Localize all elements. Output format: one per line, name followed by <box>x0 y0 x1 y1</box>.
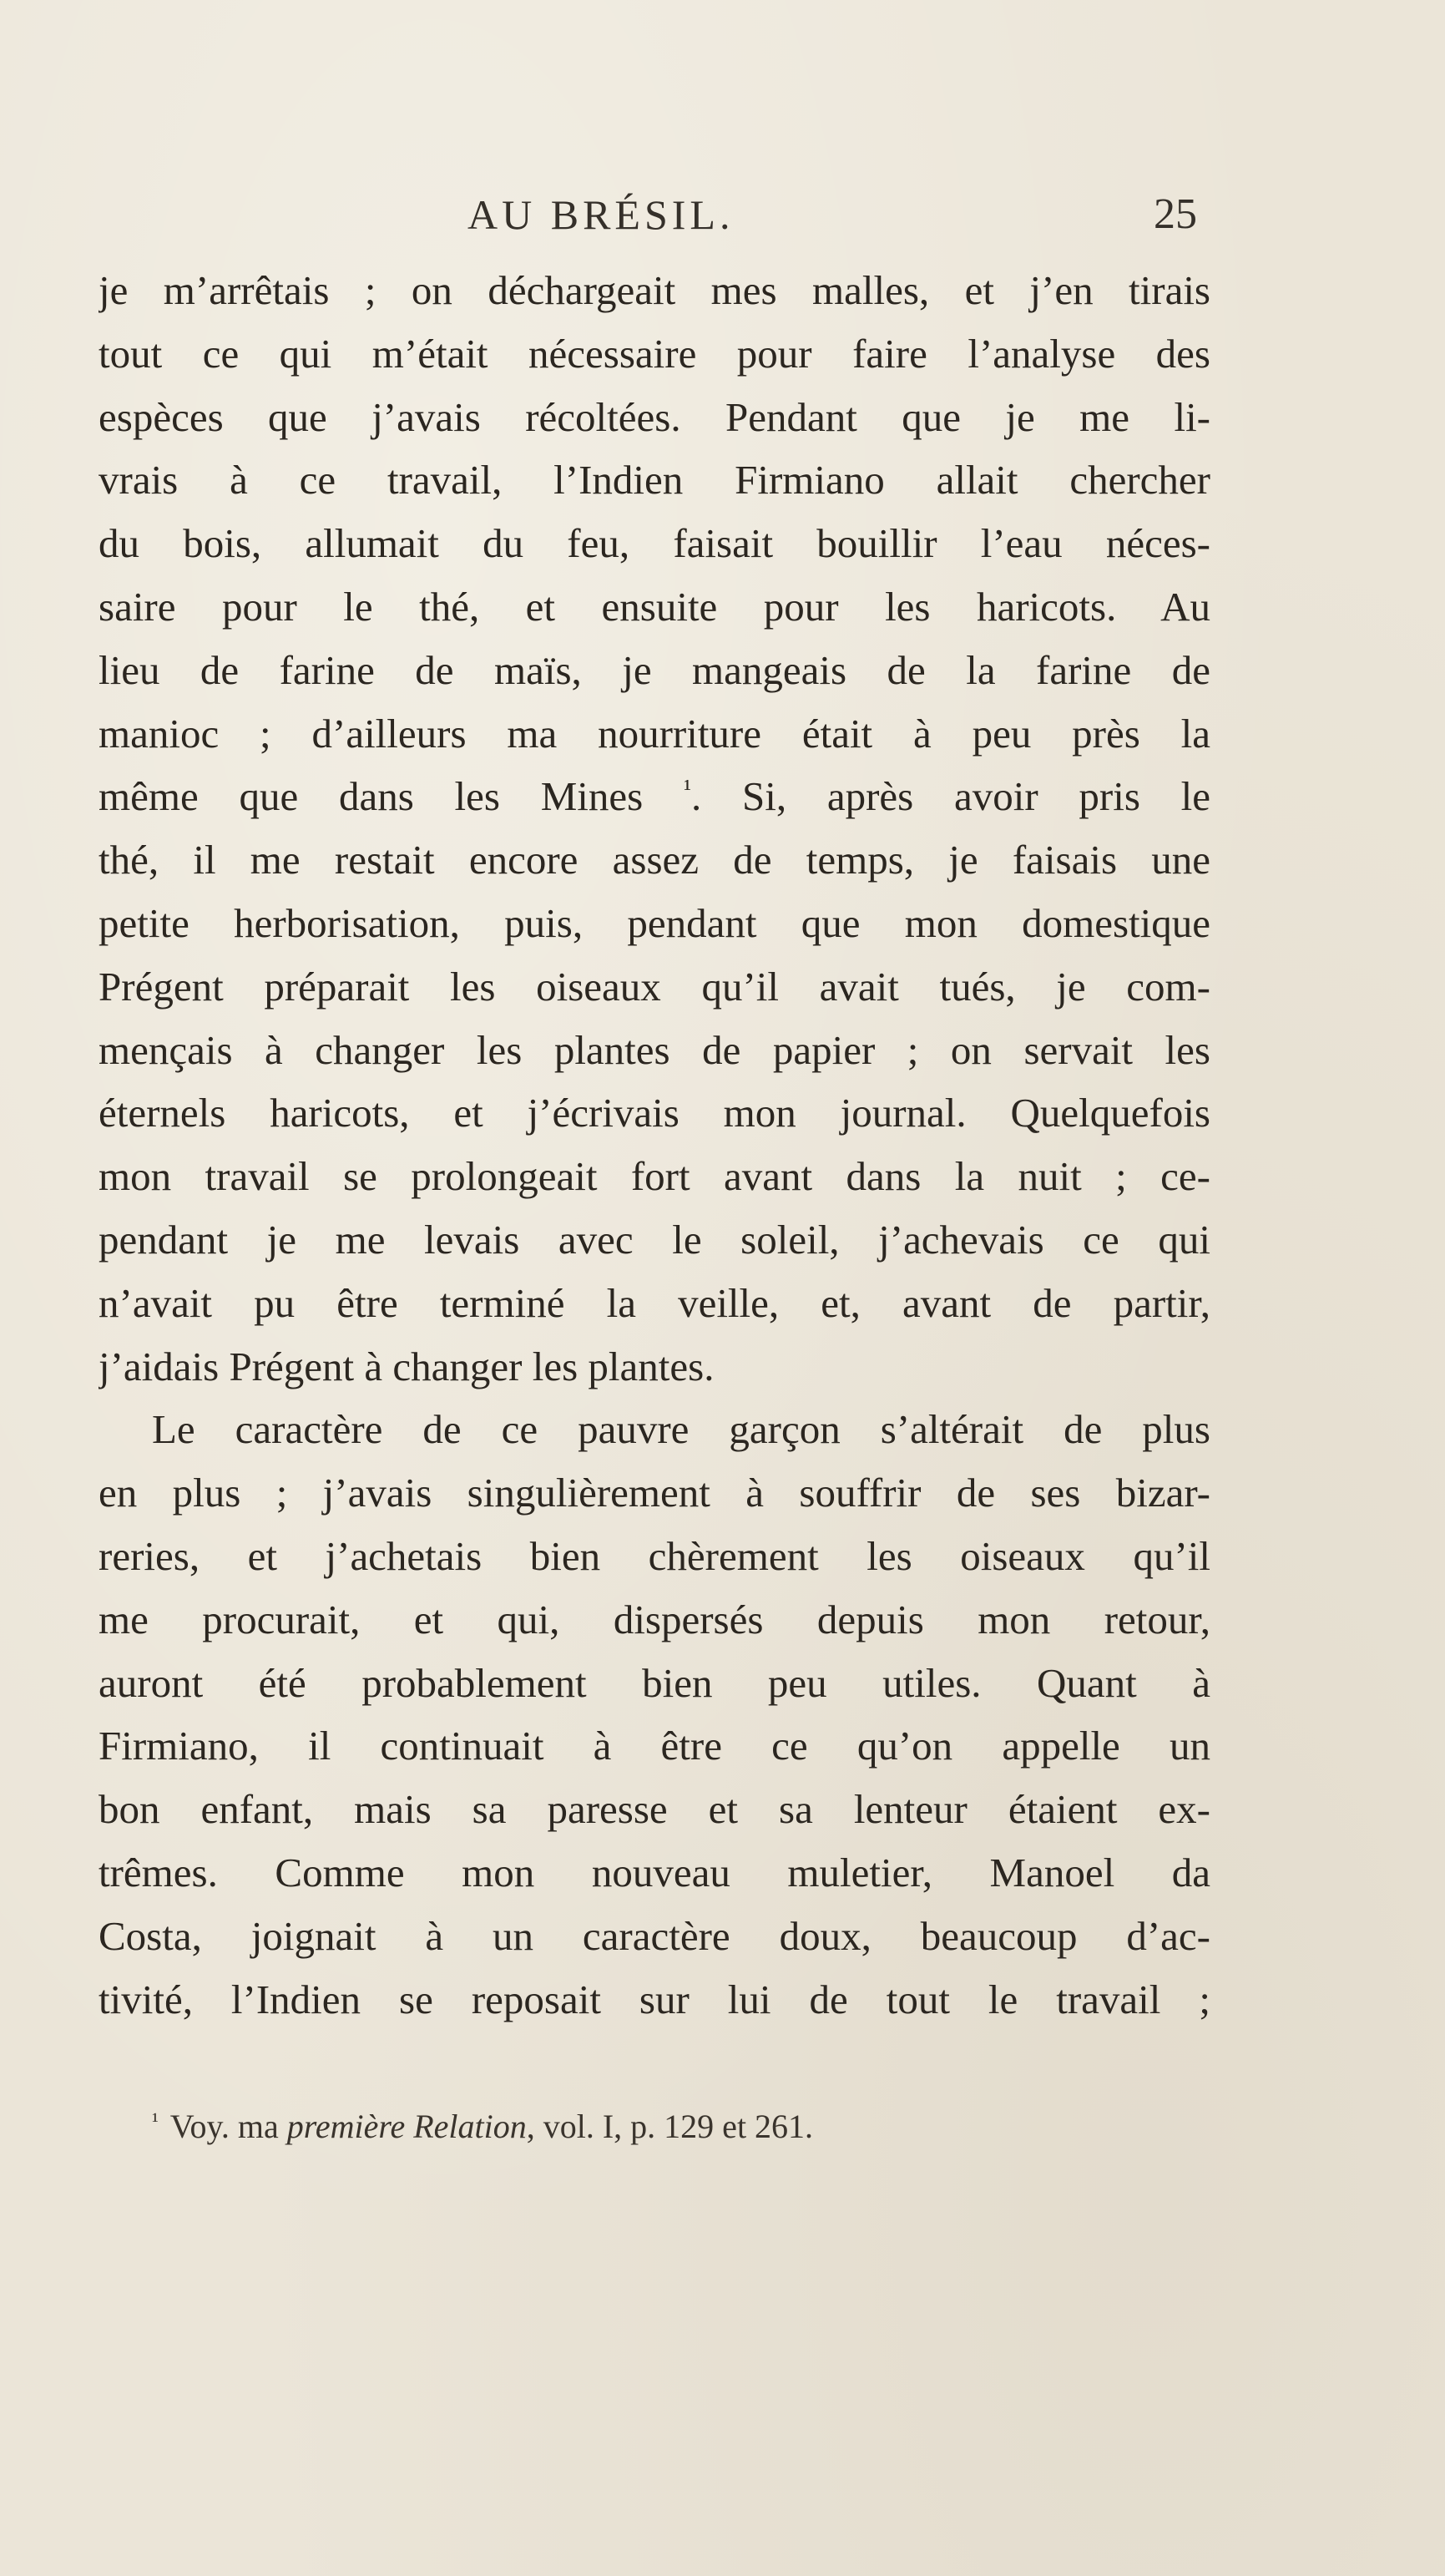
text-line: mon travail se prolongeait fort avant dans la nuit ; ce- <box>99 1153 1210 1200</box>
text-line: Prégent préparait les oiseaux qu’il avait tués, je com- <box>99 963 1210 1010</box>
text-line: tout ce qui m’était nécessaire pour faire l’analyse des <box>99 330 1210 377</box>
text-line: saire pour le thé, et ensuite pour les haricots. Au <box>99 583 1210 630</box>
text-line: pendant je me levais avec le soleil, j’achevais ce qui <box>99 1216 1210 1263</box>
footnote-mark: ¹ <box>683 775 691 803</box>
body-text <box>99 259 1210 2031</box>
text-segment: . Si, après avoir pris le <box>690 773 1210 820</box>
text-line: manioc ; d’ailleurs ma nourriture était à peu près la <box>99 710 1210 757</box>
footnote <box>152 2096 813 2152</box>
text-line: en plus ; j’avais singulièrement à souffrir de ses bizar- <box>99 1470 1210 1516</box>
text-line: je m’arrêtais ; on déchargeait mes malles, et j’en tirais <box>99 267 1210 313</box>
footnote-number: ¹ <box>152 2108 159 2133</box>
text-line: auront été probablement bien peu utiles. Quant à <box>99 1659 1210 1706</box>
text-line: espèces que j’avais récoltées. Pendant que je me li- <box>99 393 1210 440</box>
text-line: reries, et j’achetais bien chèrement les oiseaux qu’il <box>99 1532 1210 1579</box>
text-line: tivité, l’Indien se reposait sur lui de tout le travail ; <box>99 1976 1210 2022</box>
paragraph-end-line: j’aidais Prégent à changer les plantes. <box>99 1343 715 1389</box>
text-line: du bois, allumait du feu, faisait bouillir l’eau néces- <box>99 520 1210 567</box>
text-line: me procurait, et qui, dispersés depuis mon retour, <box>99 1596 1210 1642</box>
text-segment: même que dans les Mines <box>99 773 644 820</box>
footnote-prefix: Voy. ma <box>169 2108 279 2145</box>
text-line: lieu de farine de maïs, je mangeais de la farine de <box>99 646 1210 693</box>
text-line: mençais à changer les plantes de papier ; on servait les <box>99 1026 1210 1073</box>
text-line: n’avait pu être terminé la veille, et, avant de partir, <box>99 1279 1210 1326</box>
text-line: Firmiano, il continuait à être ce qu’on appelle un <box>99 1723 1210 1769</box>
running-head <box>0 185 1445 244</box>
text-line: bon enfant, mais sa paresse et sa lenteur étaient ex- <box>99 1786 1210 1833</box>
text-line: Costa, joignait à un caractère doux, beaucoup d’ac- <box>99 1912 1210 1959</box>
text-line: petite herborisation, puis, pendant que mon domestique <box>99 899 1210 946</box>
footnote-work-title: première Relation <box>286 2108 527 2145</box>
page-number: 25 <box>1154 190 1197 238</box>
footnote-suffix: , vol. I, p. 129 et 261. <box>526 2108 814 2145</box>
text-line: éternels haricots, et j’écrivais mon journal. Quelquefois <box>99 1090 1210 1136</box>
paragraph-start-line: Le caractère de ce pauvre garçon s’altérait de plus <box>152 1406 1210 1453</box>
text-line: trêmes. Comme mon nouveau muletier, Manoel da <box>99 1849 1210 1895</box>
running-title: AU BRÉSIL. <box>467 191 735 238</box>
text-line: vrais à ce travail, l’Indien Firmiano allait chercher <box>99 457 1210 504</box>
text-line: thé, il me restait encore assez de temps, je faisais une <box>99 837 1210 883</box>
text-line-with-footnote-mark <box>99 765 1210 828</box>
